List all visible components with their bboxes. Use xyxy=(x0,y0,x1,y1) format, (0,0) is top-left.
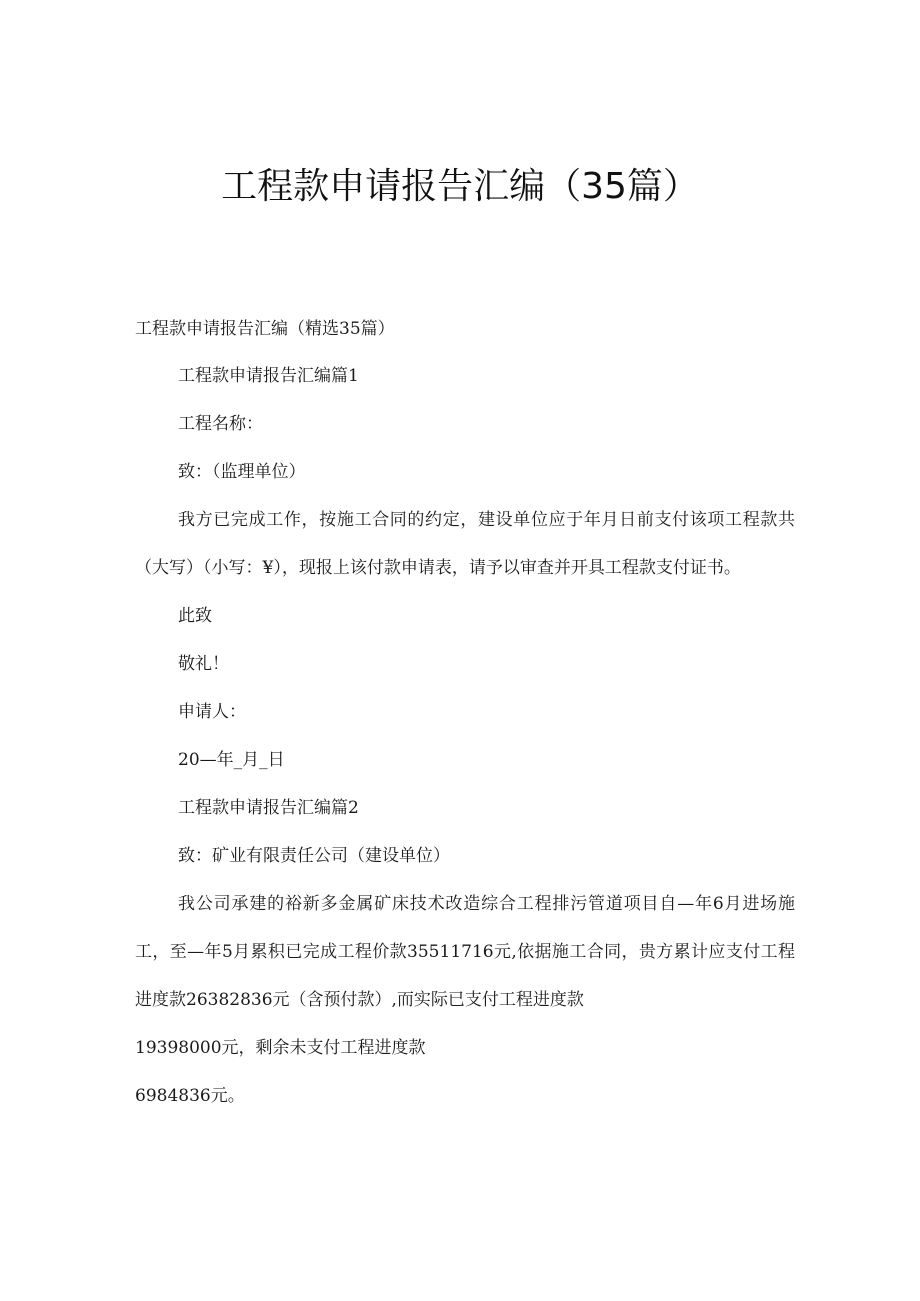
body-paragraph: 我方已完成工作，按施工合同的约定，建设单位应于年月日前支付该项工程款共（大写）（小写：¥），现报上该付款申请表，请予以审查并开具工程款支付证书。 xyxy=(135,510,795,578)
closing-line: 此致 xyxy=(178,606,212,626)
section-heading-2: 工程款申请报告汇编篇2 xyxy=(178,798,359,818)
document-subtitle: 工程款申请报告汇编（精选35篇） xyxy=(135,319,395,339)
applicant-line: 申请人： xyxy=(178,702,246,722)
salutation-line: 敬礼！ xyxy=(178,654,229,674)
body-paragraph-3: 19398000元，剩余未支付工程进度款 xyxy=(135,1038,426,1058)
document-title: 工程款申请报告汇编（35篇） xyxy=(221,166,699,207)
addressee-line-2: 致：矿业有限责任公司（建设单位） xyxy=(178,846,450,866)
document-body xyxy=(135,352,795,1120)
section-heading-1: 工程款申请报告汇编篇1 xyxy=(178,366,359,386)
body-paragraph-4: 6984836元。 xyxy=(135,1086,245,1106)
date-line: 20—年_月_日 xyxy=(178,750,285,770)
addressee-line: 致：（监理单位） xyxy=(178,462,306,482)
body-paragraph-2: 我公司承建的裕新多金属矿床技术改造综合工程排污管道项目自—年6月进场施工，至—年5月累积已完成工程价款35511716元,依据施工合同，贵方累计应支付工程进度款26382836元（含预付款）,而实际已支付工程进度款 xyxy=(135,894,795,1010)
project-name-line: 工程名称： xyxy=(178,414,263,434)
